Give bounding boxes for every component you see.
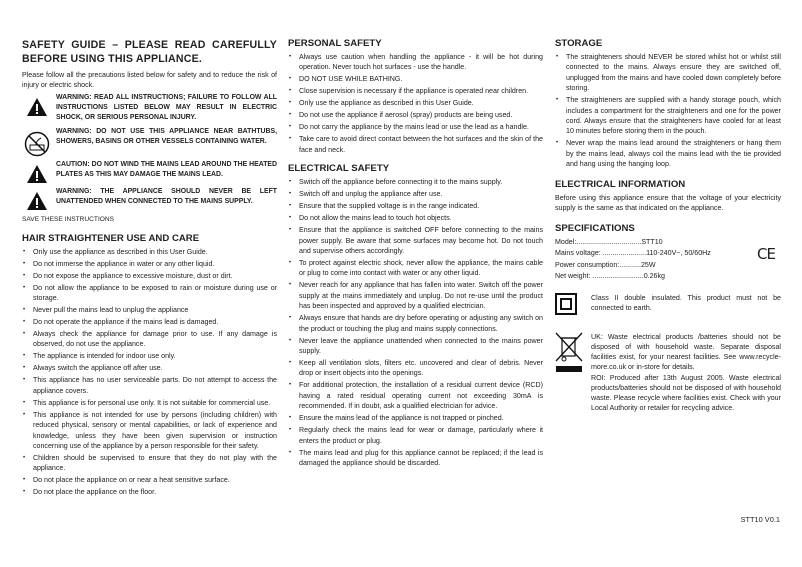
- list-item: • Do not allow the appliance to be exposed to rain or moisture during use or storage.: [22, 283, 277, 304]
- list-item: • Never leave the appliance unattended when connected to the mains power supply.: [288, 336, 543, 357]
- list-item: • Always ensure that hands are dry before operating or adjusting any switch on the product or touching the plug and mains supply connections.: [288, 313, 543, 334]
- warning-triangle-icon: [22, 187, 52, 211]
- ce-mark: CE: [757, 245, 775, 263]
- list-item: • Regularly check the mains lead for wear or damage, particularly where it enters the product or plug.: [288, 425, 543, 446]
- spec-row: Net weight: ..........................0.26kg: [555, 272, 665, 281]
- list-item: • The straighteners should NEVER be stored whilst hot or whilst still connected to the mains. Always ensure they are switched off, unplugged from the mains and have cooled down completely before storing.: [555, 52, 781, 94]
- list-item: • Never wrap the mains lead around the straighteners or hang them by the mains lead, always coil the mains lead with the tie provided and hang using the hanging loop.: [555, 138, 781, 169]
- storage-heading: STORAGE: [555, 38, 603, 49]
- intro-text: Please follow all the precautions listed below for safety and to reduce the risk of injury or electric shock.: [22, 71, 277, 89]
- list-item: • Only use the appliance as described in this User Guide.: [288, 98, 543, 108]
- list-item: • Ensure the mains lead of the appliance is not trapped or pinched.: [288, 413, 543, 423]
- double-insulated-icon: [555, 293, 585, 320]
- class2-text: Class II double insulated. This product must not be connected to earth.: [591, 294, 781, 313]
- list-item: • Only use the appliance as described in this User Guide.: [22, 247, 277, 257]
- list-item: • Do not carry the appliance by the mains lead or use the lead as a handle.: [288, 122, 543, 132]
- weee-roi-text: ROI: Produced after 13th August 2005. Waste electrical products/batteries should not be disposed of with household waste. Please recycle where facilities exist. Check with your Local Authority or retailer for recycling advice.: [591, 374, 781, 413]
- class2-notice: [555, 293, 781, 320]
- list-item: • Do not place the appliance on the floor.: [22, 487, 277, 497]
- list-item: • The straighteners are supplied with a handy storage pouch, which includes a compartment for the straighteners and one for the power cord. Always ensure that the straighteners have cooled for at least 10 minutes before storing them in the pouch.: [555, 95, 781, 137]
- electrical-information-heading: ELECTRICAL INFORMATION: [555, 178, 686, 190]
- electrical-information-text: Before using this appliance ensure that the voltage of your electricity supply is the same as that indicated on the appliance.: [555, 193, 781, 212]
- warning-item: [22, 93, 277, 124]
- page-title: SAFETY GUIDE – PLEASE READ CAREFULLY BEFORE USING THIS APPLIANCE.: [22, 39, 277, 65]
- warning-triangle-icon: [22, 93, 52, 117]
- list-item: • Do not place the appliance on or near a heat sensitive surface.: [22, 475, 277, 485]
- spec-row: Mains voltage: ......................110-240V~, 50/60Hz: [555, 249, 711, 258]
- spec-row: Power consumption:...........25W: [555, 260, 656, 269]
- list-item: • Children should be supervised to ensure that they do not play with the appliance.: [22, 453, 277, 474]
- specifications-heading: SPECIFICATIONS: [555, 222, 635, 234]
- care-list: [22, 247, 277, 498]
- list-item: • Do not use the appliance if aerosol (spray) products are being used.: [288, 110, 543, 120]
- list-item: • This appliance is not intended for use by persons (including children) with reduced physical, sensory or mental capabilities, or lack of experience and knowledge, unless they have been given supervision or instruction concerning use of the appliance by a person responsible for their safety.: [22, 410, 277, 452]
- list-item: • DO NOT USE WHILE BATHING.: [288, 74, 543, 84]
- column-storage: [555, 38, 781, 413]
- personal-safety-list: [288, 52, 543, 155]
- specifications-list: [555, 237, 781, 283]
- list-item: • Do not operate the appliance if the mains lead is damaged.: [22, 317, 277, 327]
- list-item: • Do not allow the mains lead to touch hot objects.: [288, 213, 543, 223]
- warning-text: WARNING: THE APPLIANCE SHOULD NEVER BE LEFT UNATTENDED WHEN CONNECTED TO THE MAINS SUPPLY.: [56, 187, 277, 205]
- list-item: • The appliance is intended for indoor use only.: [22, 351, 277, 361]
- warning-text: WARNING: READ ALL INSTRUCTIONS; FAILURE TO FOLLOW ALL INSTRUCTIONS LISTED BELOW MAY RESULT IN ELECTRIC SHOCK, OR SERIOUS PERSONAL INJURY.: [56, 94, 277, 122]
- list-item: • Always check the appliance for damage prior to use. If any damage is observed, do not use the appliance.: [22, 329, 277, 350]
- list-item: • Close supervision is necessary if the appliance is operated near children.: [288, 86, 543, 96]
- list-item: • Take care to avoid direct contact between the hot surfaces and the skin of the face and neck.: [288, 134, 543, 155]
- list-item: • Do not immerse the appliance in water or any other liquid.: [22, 259, 277, 269]
- warning-item: [22, 160, 277, 184]
- list-item: • Always switch the appliance off after use.: [22, 363, 277, 373]
- list-item: • This appliance is for personal use only. It is not suitable for commercial use.: [22, 398, 277, 408]
- weee-uk-text: UK: Waste electrical products /batteries should not be disposed of with household waste. Separate disposal facilities exist, for your nearest facilities. See www.recycle-more.co.uk or in-store for details.: [591, 333, 781, 372]
- list-item: • For additional protection, the installation of a residual current device (RCD) having a rated residual operating current not exceeding 30mA is recommended. If in doubt, ask a qualified electrician for advice.: [288, 380, 543, 411]
- list-item: • Never pull the mains lead to unplug the appliance: [22, 305, 277, 315]
- list-item: • To protect against electric shock, never allow the appliance, the mains cable or plug to come into contact with water or any other liquid.: [288, 258, 543, 279]
- column-safety: [288, 38, 543, 470]
- storage-list: [555, 52, 781, 170]
- column-safety-guide: [22, 38, 277, 499]
- no-water-icon: [22, 127, 52, 157]
- list-item: • Do not expose the appliance to excessive moisture, dust or dirt.: [22, 271, 277, 281]
- list-item: • Ensure that the supplied voltage is in the range indicated.: [288, 201, 543, 211]
- list-item: • Switch off the appliance before connecting it to the mains supply.: [288, 177, 543, 187]
- care-heading: HAIR STRAIGHTENER USE AND CARE: [22, 232, 200, 244]
- crossed-bin-icon: [555, 332, 585, 413]
- list-item: • Keep all ventilation slots, filters etc. uncovered and clear of debris. Never drop or insert objects into the openings.: [288, 358, 543, 379]
- document-version: STT10 V0.1: [740, 515, 780, 524]
- list-item: • Never reach for any appliance that has fallen into water. Switch off the power supply at the mains immediately and unplug. Do not re-use until the product has been inspected and approved by a qualified electrician.: [288, 280, 543, 311]
- warning-triangle-icon: [22, 160, 52, 184]
- list-item: • The mains lead and plug for this appliance cannot be replaced; if the lead is damaged the appliance should be discarded.: [288, 448, 543, 469]
- warnings-list: [22, 93, 277, 211]
- weee-notice: [555, 332, 781, 413]
- list-item: • Always use caution when handling the appliance - it will be hot during operation. Never touch hot surfaces - use the handle.: [288, 52, 543, 73]
- warning-item: [22, 127, 277, 157]
- warning-text: WARNING: DO NOT USE THIS APPLIANCE NEAR BATHTUBS, SHOWERS, BASINS OR OTHER VESSELS CONTAINING WATER.: [56, 127, 277, 145]
- electrical-safety-heading: ELECTRICAL SAFETY: [288, 163, 390, 175]
- list-item: • Switch off and unplug the appliance after use.: [288, 189, 543, 199]
- warning-item: [22, 187, 277, 211]
- list-item: • Ensure that the appliance is switched OFF before connecting to the mains power supply. Be aware that some surfaces may become hot. Do not touch and supervise others accordingly.: [288, 225, 543, 256]
- spec-row: Model:.................................STT10: [555, 237, 663, 246]
- warning-text: CAUTION: DO NOT WIND THE MAINS LEAD AROUND THE HEATED PLATES AS THIS MAY DAMAGE THE MAINS LEAD.: [56, 160, 277, 178]
- electrical-safety-list: [288, 177, 543, 468]
- personal-safety-heading: PERSONAL SAFETY: [288, 38, 382, 49]
- save-instructions: SAVE THESE INSTRUCTIONS: [22, 215, 115, 223]
- list-item: • This appliance has no user serviceable parts. Do not attempt to access the appliance covers.: [22, 375, 277, 396]
